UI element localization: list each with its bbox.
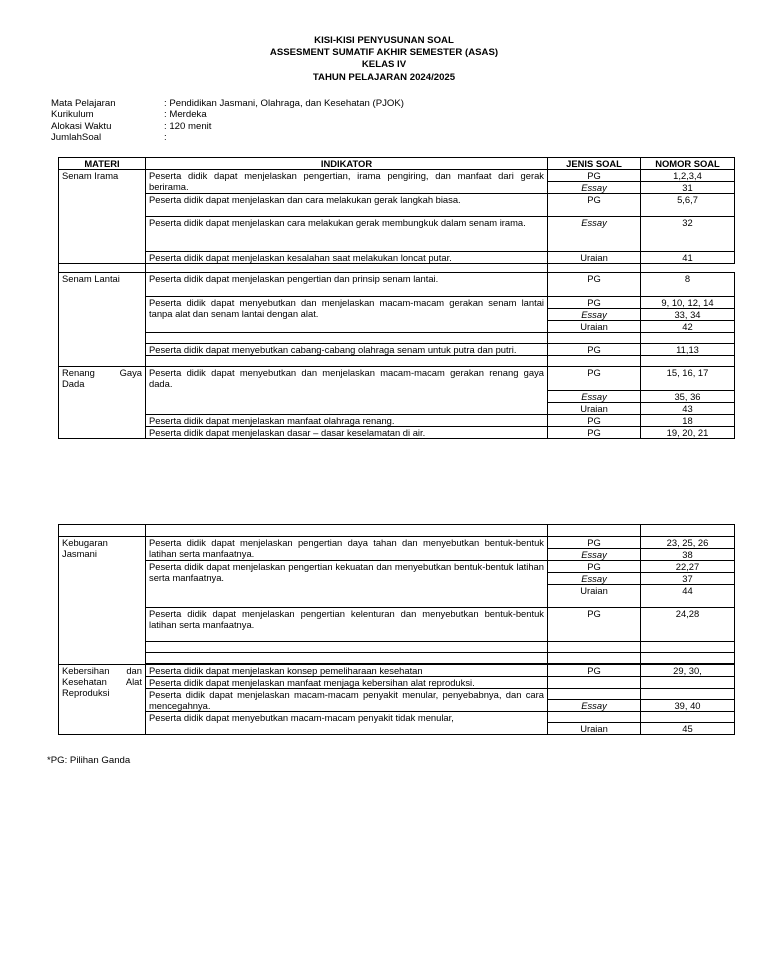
jenis-soal-cell: Uraian — [548, 403, 641, 415]
jenis-soal-cell: Essay — [548, 217, 641, 252]
empty-cell — [548, 356, 641, 367]
indikator-cell: Peserta didik dapat menjelaskan cara melakukan gerak membungkuk dalam senam irama. — [146, 217, 548, 252]
doc-title-line-4: TAHUN PELAJARAN 2024/2025 — [312, 72, 456, 83]
indikator-cell: Peserta didik dapat menjelaskan manfaat olahraga renang. — [146, 415, 548, 427]
grid-table-part-1 — [58, 157, 735, 276]
jenis-soal-cell: PG — [548, 297, 641, 309]
empty-cell — [641, 712, 735, 723]
nomor-soal-cell: 1,2,3,4 — [641, 170, 735, 182]
empty-cell — [548, 653, 641, 664]
table-row-empty — [59, 525, 735, 537]
indikator-cell: Peserta didik dapat menjelaskan pengertian kekuatan dan menyebutkan bentuk-bentuk latihan serta manfaatnya. — [146, 561, 548, 608]
indikator-cell: Peserta didik dapat menyebutkan dan menjelaskan macam-macam gerakan renang gaya dada. — [146, 367, 548, 415]
nomor-soal-cell: 11,13 — [641, 344, 735, 356]
grid-table-part-1b — [58, 272, 735, 439]
indikator-cell: Peserta didik dapat menyebutkan macam-macam penyakit tidak menular, — [146, 712, 548, 735]
empty-cell — [548, 712, 641, 723]
nomor-soal-cell: 38 — [641, 549, 735, 561]
empty-cell — [548, 642, 641, 653]
materi-cell: Senam Irama — [59, 170, 146, 264]
info-value: : 120 menit — [164, 120, 212, 132]
nomor-soal-cell: 8 — [641, 273, 735, 297]
materi-cell: Senam Lantai — [59, 273, 146, 367]
nomor-soal-cell: 45 — [641, 723, 735, 735]
jenis-soal-cell: Essay — [548, 700, 641, 712]
column-header-jenis-soal: JENIS SOAL — [548, 158, 641, 170]
indikator-cell: Peserta didik dapat menjelaskan konsep pemeliharaan kesehatan — [146, 665, 548, 677]
table-row — [59, 252, 735, 264]
indikator-cell: Peserta didik dapat menjelaskan pengertian daya tahan dan menyebutkan bentuk-bentuk latihan serta manfaatnya. — [146, 537, 548, 561]
nomor-soal-cell: 15, 16, 17 — [641, 367, 735, 391]
table-row — [59, 344, 735, 356]
table-row — [59, 665, 735, 677]
empty-cell — [641, 333, 735, 344]
table-row — [59, 561, 735, 573]
nomor-soal-cell: 35, 36 — [641, 391, 735, 403]
doc-title-line-1: KISI-KISI PENYUSUNAN SOAL — [314, 35, 454, 46]
materi-cell: Kebugaran Jasmani — [59, 537, 146, 665]
materi-cell: Kebersihan dan Kesehatan Alat Reproduksi — [59, 665, 146, 735]
nomor-soal-cell: 23, 25, 26 — [641, 537, 735, 549]
jenis-soal-cell: PG — [548, 427, 641, 439]
indikator-cell: Peserta didik dapat menyebutkan cabang-cabang olahraga senam untuk putra dan putri. — [146, 344, 548, 356]
jenis-soal-cell: Essay — [548, 309, 641, 321]
empty-cell — [641, 689, 735, 700]
jenis-soal-cell: PG — [548, 367, 641, 391]
jenis-soal-cell: PG — [548, 665, 641, 677]
nomor-soal-cell: 32 — [641, 217, 735, 252]
nomor-soal-cell: 33, 34 — [641, 309, 735, 321]
nomor-soal-cell: 9, 10, 12, 14 — [641, 297, 735, 309]
table-row — [59, 217, 735, 252]
jenis-soal-cell: Uraian — [548, 252, 641, 264]
empty-cell — [548, 333, 641, 344]
table-row-empty — [59, 653, 735, 664]
table-row — [59, 712, 735, 723]
info-label: Kurikulum — [51, 109, 94, 121]
table-row — [59, 170, 735, 182]
empty-cell — [59, 525, 146, 537]
empty-cell — [146, 653, 548, 664]
table-row — [59, 273, 735, 297]
table-row — [59, 608, 735, 642]
nomor-soal-cell: 19, 20, 21 — [641, 427, 735, 439]
grid-table-part-2 — [58, 524, 735, 735]
nomor-soal-cell: 37 — [641, 573, 735, 585]
table-row-empty — [59, 356, 735, 367]
jenis-soal-cell: Uraian — [548, 321, 641, 333]
nomor-soal-cell: 18 — [641, 415, 735, 427]
nomor-soal-cell: 43 — [641, 403, 735, 415]
nomor-soal-cell: 22,27 — [641, 561, 735, 573]
indikator-cell: Peserta didik dapat menjelaskan manfaat menjaga kebersihan alat reproduksi. — [146, 677, 548, 689]
jenis-soal-cell: PG — [548, 561, 641, 573]
jenis-soal-cell: PG — [548, 537, 641, 549]
nomor-soal-cell: 42 — [641, 321, 735, 333]
indikator-cell: Peserta didik dapat menjelaskan dasar – dasar keselamatan di air. — [146, 427, 548, 439]
table-row — [59, 297, 735, 309]
jenis-soal-cell: PG — [548, 415, 641, 427]
table-row — [59, 537, 735, 549]
nomor-soal-cell: 44 — [641, 585, 735, 608]
jenis-soal-cell: PG — [548, 273, 641, 297]
empty-cell — [641, 677, 735, 689]
indikator-cell: Peserta didik dapat menjelaskan dan cara melakukan gerak langkah biasa. — [146, 194, 548, 217]
jenis-soal-cell: Uraian — [548, 723, 641, 735]
table-row-empty — [59, 333, 735, 344]
nomor-soal-cell: 5,6,7 — [641, 194, 735, 217]
nomor-soal-cell: 24,28 — [641, 608, 735, 642]
table-row — [59, 415, 735, 427]
indikator-cell: Peserta didik dapat menjelaskan pengertian dan prinsip senam lantai. — [146, 273, 548, 297]
jenis-soal-cell: Essay — [548, 182, 641, 194]
info-label: Alokasi Waktu — [51, 120, 112, 132]
info-value: : Merdeka — [164, 109, 207, 121]
doc-title-line-2: ASSESMENT SUMATIF AKHIR SEMESTER (ASAS) — [269, 47, 499, 58]
empty-cell — [146, 642, 548, 653]
nomor-soal-cell: 31 — [641, 182, 735, 194]
empty-cell — [641, 525, 735, 537]
table-row — [59, 427, 735, 439]
empty-cell — [146, 333, 548, 344]
jenis-soal-cell: Essay — [548, 391, 641, 403]
nomor-soal-cell: 39, 40 — [641, 700, 735, 712]
jenis-soal-cell: PG — [548, 194, 641, 217]
table-header-row — [59, 158, 735, 170]
doc-title-line-3: KELAS IV — [361, 59, 407, 70]
jenis-soal-cell: PG — [548, 170, 641, 182]
table-row — [59, 689, 735, 700]
info-label: Mata Pelajaran — [51, 98, 116, 109]
table-row — [59, 194, 735, 217]
empty-cell — [641, 642, 735, 653]
empty-cell — [641, 356, 735, 367]
nomor-soal-cell: 41 — [641, 252, 735, 264]
nomor-soal-cell: 29, 30, — [641, 665, 735, 677]
column-header-indikator: INDIKATOR — [146, 158, 548, 170]
jenis-soal-cell: PG — [548, 344, 641, 356]
info-label: JumlahSoal — [51, 132, 102, 144]
indikator-cell: Peserta didik dapat menjelaskan macam-macam penyakit menular, penyebabnya, dan cara mencegahnya. — [146, 689, 548, 712]
indikator-cell: Peserta didik dapat menjelaskan kesalahan saat melakukan loncat putar. — [146, 252, 548, 264]
column-header-nomor-soal: NOMOR SOAL — [641, 158, 735, 170]
table-row — [59, 677, 735, 689]
jenis-soal-cell: Uraian — [548, 585, 641, 608]
footnote: *PG: Pilihan Ganda — [47, 755, 131, 766]
empty-cell — [548, 677, 641, 689]
table-row-empty — [59, 642, 735, 653]
info-value: : — [164, 132, 167, 144]
table-row — [59, 367, 735, 391]
jenis-soal-cell: Essay — [548, 549, 641, 561]
jenis-soal-cell: PG — [548, 608, 641, 642]
jenis-soal-cell: Essay — [548, 573, 641, 585]
indikator-cell: Peserta didik dapat menyebutkan dan menjelaskan macam-macam gerakan senam lantai tanpa alat dan senam lantai dengan alat. — [146, 297, 548, 333]
empty-cell — [548, 689, 641, 700]
empty-cell — [146, 356, 548, 367]
indikator-cell: Peserta didik dapat menjelaskan pengertian, irama pengiring, dan manfaat dari gerak berirama. — [146, 170, 548, 194]
empty-cell — [548, 525, 641, 537]
column-header-materi: MATERI — [59, 158, 146, 170]
indikator-cell: Peserta didik dapat menjelaskan pengertian kelenturan dan menyebutkan bentuk-bentuk latihan serta manfaatnya. — [146, 608, 548, 642]
info-value: : Pendidikan Jasmani, Olahraga, dan Kesehatan (PJOK) — [164, 98, 404, 109]
materi-cell: Renang Gaya Dada — [59, 367, 146, 439]
empty-cell — [641, 653, 735, 664]
empty-cell — [146, 525, 548, 537]
